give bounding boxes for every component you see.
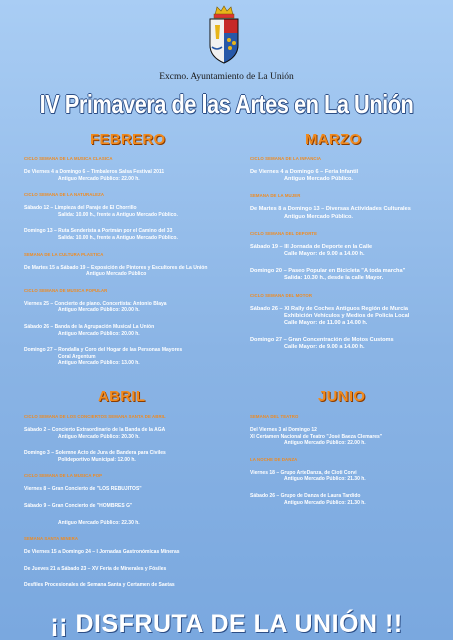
event: Domingo 27 – Gran Concentración de Motos Customs Calle Mayor: de 9.00 a 14.00 h.	[250, 337, 394, 351]
event: Desfiles Procesionales de Semana Santa y Certamen de Saetas	[24, 582, 175, 589]
section-heading: SEMANA SANTA MINERA	[24, 536, 79, 542]
event: Sábado 2 – Concierto Extraordinario de la Banda de la AGA Antiguo Mercado Público: 20.30 h.	[24, 427, 166, 440]
event: Viernes 25 – Concierto de piano. Concertista: Antonio Blaya Antiguo Mercado Público: 20.00 h.	[24, 300, 167, 314]
event: Sábado 26 – Banda de la Agrupación Musical La Unión Antiguo Mercado Público: 20.00 h.	[24, 323, 155, 337]
event: De Martes 8 a Domingo 13 – Diversas Actividades Culturales Antiguo Mercado Público.	[250, 206, 411, 220]
event: De Jueves 21 a Sábado 23 – XV Feria de Minerales y Fósiles	[24, 565, 167, 572]
section-heading: CICLO SEMANA DE LOS CONCIERTOS SEMANA SANTA DE ABRIL	[24, 414, 166, 419]
event: De Martes 15 a Sábado 19 – Exposición de Pintores y Escultores de La Unión Antiguo Mercado Público	[24, 264, 208, 278]
month-marzo: MARZO	[305, 131, 362, 148]
event: Sábado 19 – III Jornada de Deporte en la Calle Calle Mayor: de 9.00 a 14.00 h.	[250, 243, 373, 258]
section-heading: CICLO SEMANA DE LA MUSICA POP	[24, 473, 103, 479]
event: Sábado 9 – Gran Concierto de "HOMBRES G"	[24, 502, 133, 509]
section-heading: CICLO SEMANA DE MUSICA POPULAR	[24, 287, 108, 293]
section-heading: SEMANA DEL TEATRO	[250, 414, 299, 419]
ayuntamiento-name: Excmo. Ayuntamiento de La Unión	[159, 72, 294, 82]
event: Domingo 27 – Rondalla y Coro del Hogar de las Personas Mayores Coral Argentum Antiguo Mercado Público: 13.00 h.	[24, 347, 183, 367]
marzo-column	[250, 156, 453, 362]
month-febrero: FEBRERO	[90, 131, 166, 148]
event: Sábado 12 – Limpieza del Paraje de El Chorrillo Salida: 10.00 h., frente a Antiguo Mercado Público.	[24, 205, 178, 218]
section-heading: CICLO SEMANA DE LA INFANCIA	[250, 156, 322, 161]
junio-column	[250, 414, 453, 516]
footer-slogan: ¡¡ DISFRUTA DE LA UNIÓN !!	[50, 610, 403, 638]
event: Viernes 18 – Grupo ArteDanza, de Cioti Corvi Antiguo Mercado Público: 21.30 h.	[250, 469, 366, 483]
section-heading: SEMANA DE LA CULTURA PLASTICA	[24, 251, 104, 257]
event: Domingo 13 – Ruta Senderista a Portmán por el Camino del 33 Salida: 10.00 h., frente a Antiguo Mercado Público.	[24, 228, 178, 241]
section-heading: CICLO SEMANA DEL MOTOR	[250, 292, 313, 298]
event: Domingo 20 – Paseo Popular en Bicicleta "A toda marcha" Salida: 10.30 h., desde la calle Mayor.	[250, 268, 406, 282]
section-heading: CICLO SEMANA DE LA MUSICA CLASICA	[24, 156, 113, 161]
event: Sábado 26 – Grupo de Danza de Laura Tardido Antiguo Mercado Público: 21.30 h.	[250, 492, 366, 506]
section-heading: CICLO SEMANA DEL DEPORTE	[250, 230, 318, 236]
month-abril: ABRIL	[98, 388, 146, 405]
event: Domingo 3 – Solemne Acto de Jura de Bandera para Civiles Polideportivo Municipal: 12.00 h.	[24, 450, 166, 463]
event: Del Viernes 3 al Domingo 12 XI Certamen Nacional de Teatro "José Baeza Clemares" Antiguo Mercado Público: 22.00 h.	[250, 427, 383, 447]
page-title: IV Primavera de las Artes en La Unión	[39, 89, 414, 119]
abril-column	[24, 414, 239, 599]
event: Sábado 26 – XI Rally de Coches Antiguos Región de Murcia Exhibición Vehículos y Medios de Policía Local Calle Mayor: de 11.00 a 14.00 h.	[250, 305, 410, 327]
section-heading: SEMANA DE LA MUJER	[250, 193, 301, 199]
event: De Viernes 15 a Domingo 24 – I Jornadas Gastronómicas Mineras	[24, 549, 180, 556]
coat-of-arms-icon	[207, 5, 241, 71]
month-junio: JUNIO	[318, 388, 366, 405]
febrero-column	[24, 156, 239, 377]
event: Viernes 8 – Gran Concierto de "LOS REBUJITOS"	[24, 486, 142, 493]
section-heading: LA NOCHE DE DANZA	[250, 456, 298, 462]
event: De Viernes 4 a Domingo 6 – Feria Infantil Antiguo Mercado Público.	[250, 169, 359, 183]
event: De Viernes 4 a Domingo 6 – Timbaleros Salsa Festival 2011 Antiguo Mercado Público: 22.00 h.	[24, 169, 165, 182]
event: Antiguo Mercado Público: 22.30 h.	[58, 519, 140, 526]
section-heading: CICLO SEMANA DE LA NATURALEZA	[24, 192, 105, 198]
